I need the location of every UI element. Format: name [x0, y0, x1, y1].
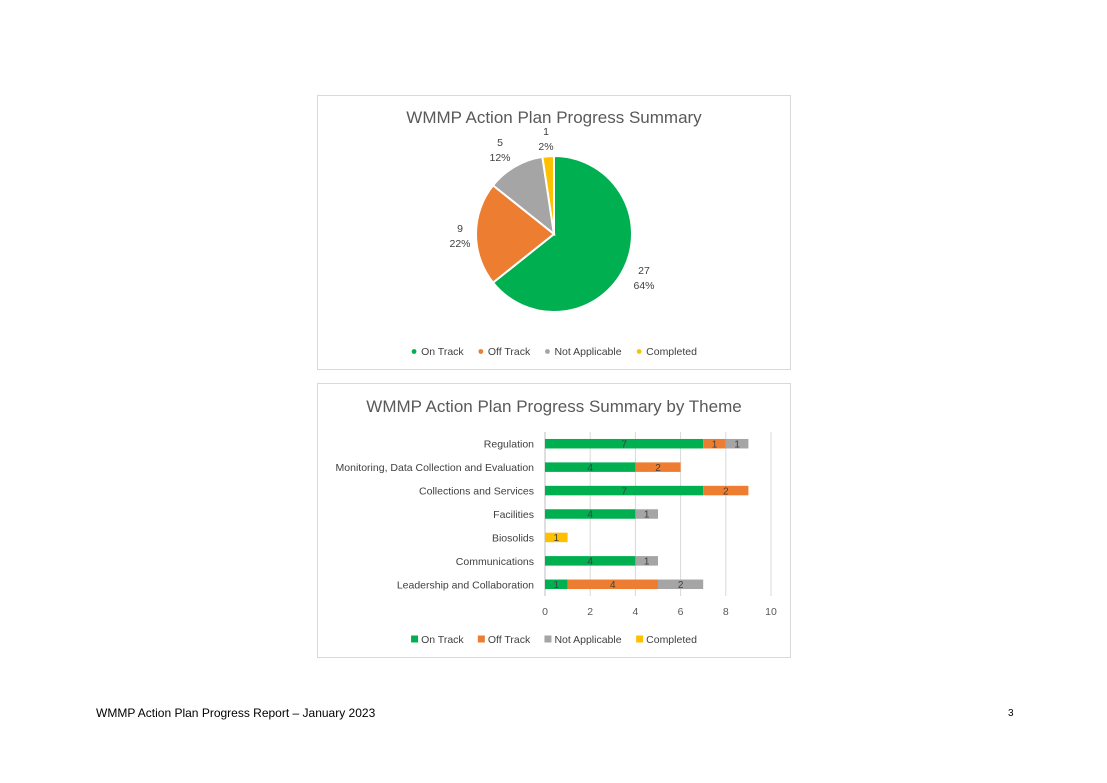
bar-chart-panel — [317, 383, 791, 658]
legend-label-off-track: Off Track — [487, 346, 531, 358]
footer-title: WMMP Action Plan Progress Report – January 2023 — [96, 706, 376, 720]
pie-percent-label-not-applicable: 12% — [489, 152, 511, 164]
legend-marker-on-track — [412, 349, 417, 354]
legend-marker-completed — [636, 636, 643, 643]
legend-label-completed: Completed — [646, 634, 697, 646]
legend-label-off-track: Off Track — [487, 634, 531, 646]
legend-label-not-applicable: Not Applicable — [554, 634, 622, 646]
bar-label-biosolids-completed: 1 — [553, 533, 560, 545]
pie-chart — [318, 96, 790, 369]
x-tick-label-6: 6 — [677, 606, 684, 618]
bar-label-monitoring-data-collection-and-evaluation-off-track: 2 — [655, 462, 661, 474]
bar-label-leadership-and-collaboration-not-applicable: 2 — [677, 579, 684, 591]
bar-label-regulation-off-track: 1 — [711, 439, 718, 451]
legend-marker-completed — [637, 349, 642, 354]
legend-marker-off-track — [478, 636, 485, 643]
category-label-regulation: Regulation — [483, 438, 534, 451]
category-label-biosolids: Biosolids — [491, 532, 534, 545]
bar-label-facilities-on-track: 4 — [587, 509, 593, 521]
legend-label-not-applicable: Not Applicable — [554, 346, 622, 358]
legend-marker-off-track — [478, 349, 483, 354]
bar-label-monitoring-data-collection-and-evaluation-on-track: 4 — [587, 462, 593, 474]
page-number: 3 — [1008, 708, 1014, 719]
pie-chart-title: WMMP Action Plan Progress Summary — [406, 108, 702, 127]
bar-label-communications-not-applicable: 1 — [643, 556, 650, 568]
bar-label-communications-on-track: 4 — [587, 556, 593, 568]
bar-label-leadership-and-collaboration-on-track: 1 — [553, 579, 560, 591]
bar-label-facilities-not-applicable: 1 — [643, 509, 650, 521]
bar-label-leadership-and-collaboration-off-track: 4 — [610, 579, 616, 591]
x-tick-label-0: 0 — [542, 606, 548, 618]
pie-value-label-off-track: 9 — [457, 223, 463, 235]
x-tick-label-10: 10 — [765, 606, 777, 618]
pie-value-label-on-track: 27 — [638, 265, 650, 277]
bar-label-collections-and-services-off-track: 2 — [723, 486, 729, 498]
category-label-facilities: Facilities — [493, 509, 534, 521]
legend-label-completed: Completed — [646, 346, 697, 358]
category-label-leadership-and-collaboration: Leadership and Collaboration — [396, 579, 534, 592]
category-label-monitoring-data-collection-and-evaluation: Monitoring, Data Collection and Evaluation — [335, 462, 534, 475]
legend-label-on-track: On Track — [421, 346, 464, 358]
category-label-communications: Communications — [455, 555, 534, 568]
legend-label-on-track: On Track — [421, 634, 464, 646]
x-tick-label-2: 2 — [587, 606, 594, 618]
legend-marker-on-track — [411, 636, 418, 643]
pie-percent-label-on-track: 64% — [633, 280, 655, 292]
x-tick-label-8: 8 — [722, 606, 729, 618]
bar-label-regulation-not-applicable: 1 — [734, 439, 740, 451]
pie-percent-label-off-track: 22% — [449, 238, 471, 250]
pie-chart-panel — [317, 95, 791, 370]
bar-chart — [318, 384, 790, 657]
pie-percent-label-completed: 2% — [538, 141, 554, 153]
x-tick-label-4: 4 — [632, 606, 639, 618]
pie-value-label-not-applicable: 5 — [497, 137, 503, 149]
legend-marker-not-applicable — [545, 349, 550, 354]
category-label-collections-and-services: Collections and Services — [419, 485, 534, 498]
legend-marker-not-applicable — [544, 636, 551, 643]
bar-chart-title: WMMP Action Plan Progress Summary by Theme — [366, 397, 742, 416]
pie-value-label-completed: 1 — [543, 126, 549, 138]
bar-label-collections-and-services-on-track: 7 — [621, 486, 627, 498]
bar-label-regulation-on-track: 7 — [621, 439, 627, 451]
